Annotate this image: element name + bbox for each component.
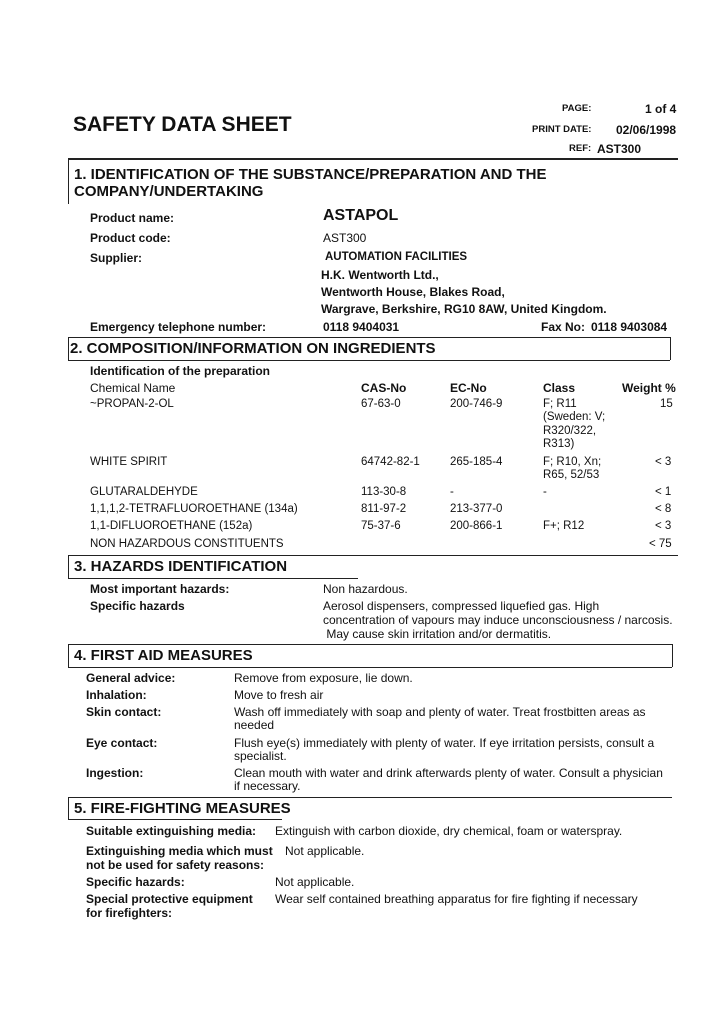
fax-value: 0118 9403084	[591, 320, 668, 334]
section-2-top-rule	[68, 337, 670, 338]
column-header-cas-no: CAS-No	[361, 381, 407, 395]
section-5-left-rule	[68, 797, 69, 819]
section-1-top-rule	[68, 158, 678, 160]
ingredient-cas: 75-37-6	[361, 520, 401, 532]
section-5-top-rule	[68, 797, 672, 798]
ingredient-cas: 811-97-2	[361, 503, 407, 515]
ingredient-ec: 200-866-1	[450, 520, 503, 532]
ingredient-class: R320/322,	[543, 425, 597, 437]
section-3-left-rule	[68, 555, 69, 578]
supplier-line: Wentworth House, Blakes Road,	[321, 285, 505, 299]
ingredient-class: -	[543, 486, 547, 498]
section-1-left-rule	[68, 159, 69, 204]
ingredient-ec: 200-746-9	[450, 398, 503, 410]
ingredient-class: R313)	[543, 438, 575, 450]
first-aid-label: Ingestion:	[86, 766, 144, 780]
fire-fighting-label: Suitable extinguishing media:	[86, 824, 257, 838]
supplier-line: Wargrave, Berkshire, RG10 8AW, United Kingdom.	[321, 302, 607, 316]
ingredient-ec: 265-185-4	[450, 456, 503, 468]
product-code-value: AST300	[323, 231, 367, 245]
ingredient-name: ~PROPAN-2-OL	[90, 398, 174, 410]
most-important-hazards-value: Non hazardous.	[323, 582, 408, 596]
first-aid-label: Inhalation:	[86, 688, 147, 702]
fire-fighting-label: Extinguishing media which must	[86, 844, 273, 858]
composition-subheading: Identification of the preparation	[90, 364, 271, 378]
first-aid-text: if necessary.	[234, 779, 301, 793]
print-date-value: 02/06/1998	[616, 123, 677, 137]
fire-fighting-label: not be used for safety reasons:	[86, 858, 265, 872]
specific-hazards-label: Specific hazards	[90, 599, 185, 613]
first-aid-label: Skin contact:	[86, 705, 162, 719]
ingredient-weight: < 8	[655, 503, 672, 515]
ingredient-name: 1,1-DIFLUOROETHANE (152a)	[90, 520, 253, 532]
ingredient-weight: < 1	[655, 486, 672, 498]
first-aid-text: Wash off immediately with soap and plenty of water. Treat frostbitten areas as	[234, 705, 646, 719]
section-2-right-rule	[670, 337, 671, 360]
section-3-top-rule	[68, 555, 678, 556]
supplier-line: H.K. Wentworth Ltd.,	[321, 268, 439, 282]
most-important-hazards-label: Most important hazards:	[90, 582, 230, 596]
ref-label: REF:	[569, 143, 592, 154]
fire-fighting-label: Specific hazards:	[86, 875, 185, 889]
section-4-top-rule	[68, 644, 672, 645]
ingredient-cas: 67-63-0	[361, 398, 401, 410]
first-aid-text: needed	[234, 718, 275, 732]
section-2-bottom-rule	[68, 360, 670, 361]
ingredient-class: R65, 52/53	[543, 469, 600, 481]
section-4-right-rule	[672, 644, 673, 667]
supplier-label: Supplier:	[90, 251, 143, 265]
specific-hazards-line: May cause skin irritation and/or dermatitis.	[323, 627, 552, 641]
fire-fighting-label: for firefighters:	[86, 906, 173, 920]
section-1-title-line2: COMPANY/UNDERTAKING	[74, 183, 264, 200]
ingredient-name: WHITE SPIRIT	[90, 456, 168, 468]
first-aid-text: specialist.	[234, 749, 287, 763]
section-4-left-rule	[68, 644, 69, 667]
column-header-ec-no: EC-No	[450, 381, 487, 395]
product-name-label: Product name:	[90, 211, 175, 225]
first-aid-text: Remove from exposure, lie down.	[234, 671, 413, 685]
specific-hazards-line: concentration of vapours may induce unconsciousness / narcosis.	[323, 613, 673, 627]
section-2-title: 2. COMPOSITION/INFORMATION ON INGREDIENTS	[70, 340, 436, 357]
section-2-left-rule	[68, 337, 69, 360]
section-5-bottom-rule	[68, 819, 282, 820]
section-3-bottom-rule	[68, 578, 358, 579]
ingredient-weight: < 3	[655, 456, 672, 468]
ingredient-name: GLUTARALDEHYDE	[90, 486, 198, 498]
first-aid-text: Move to fresh air	[234, 688, 324, 702]
specific-hazards-line: Aerosol dispensers, compressed liquefied gas. High	[323, 599, 600, 613]
column-header-chemical-name: Chemical Name	[90, 381, 176, 395]
page-value: 1 of 4	[645, 102, 677, 116]
fire-fighting-text: Extinguish with carbon dioxide, dry chemical, foam or waterspray.	[275, 824, 623, 838]
print-date-label: PRINT DATE:	[532, 124, 592, 135]
fire-fighting-text: Not applicable.	[275, 875, 355, 889]
fax-label: Fax No:	[541, 320, 586, 334]
column-header-class: Class	[543, 381, 576, 395]
ingredient-name: NON HAZARDOUS CONSTITUENTS	[90, 538, 284, 550]
ingredient-class: F; R10, Xn;	[543, 456, 602, 468]
ingredient-weight: < 3	[655, 520, 672, 532]
ingredient-name: 1,1,1,2-TETRAFLUOROETHANE (134a)	[90, 503, 298, 515]
ingredient-cas: 64742-82-1	[361, 456, 420, 468]
fire-fighting-text: Not applicable.	[285, 844, 365, 858]
ingredient-ec: -	[450, 486, 454, 498]
first-aid-label: Eye contact:	[86, 736, 158, 750]
page-label: PAGE:	[562, 103, 592, 114]
section-3-title: 3. HAZARDS IDENTIFICATION	[74, 558, 288, 575]
section-1-title-line1: 1. IDENTIFICATION OF THE SUBSTANCE/PREPARATION AND THE	[74, 166, 547, 183]
product-code-label: Product code:	[90, 231, 171, 245]
fire-fighting-label: Special protective equipment	[86, 892, 253, 906]
ingredient-class: F+; R12	[543, 520, 585, 532]
product-name-value: ASTAPOL	[323, 207, 399, 224]
ingredient-weight: < 75	[649, 538, 672, 550]
ingredient-ec: 213-377-0	[450, 503, 503, 515]
supplier-line: AUTOMATION FACILITIES	[325, 251, 468, 263]
fire-fighting-text: Wear self contained breathing apparatus for fire fighting if necessary	[275, 892, 638, 906]
ingredient-weight: 15	[660, 398, 673, 410]
first-aid-text: Clean mouth with water and drink afterwards plenty of water. Consult a physician	[234, 766, 663, 780]
column-header-weight: Weight %	[622, 381, 676, 395]
emergency-value: 0118 9404031	[323, 320, 400, 334]
first-aid-label: General advice:	[86, 671, 176, 685]
ingredient-class: (Sweden: V;	[543, 411, 606, 423]
emergency-label: Emergency telephone number:	[90, 320, 267, 334]
ref-value: AST300	[597, 142, 642, 156]
section-4-bottom-rule	[68, 667, 672, 668]
first-aid-text: Flush eye(s) immediately with plenty of water. If eye irritation persists, consult a	[234, 736, 655, 750]
section-5-title: 5. FIRE-FIGHTING MEASURES	[74, 800, 291, 817]
section-4-title: 4. FIRST AID MEASURES	[74, 647, 253, 664]
document-title: SAFETY DATA SHEET	[73, 113, 292, 136]
ingredient-class: F; R11	[543, 398, 577, 410]
ingredient-cas: 113-30-8	[361, 486, 407, 498]
